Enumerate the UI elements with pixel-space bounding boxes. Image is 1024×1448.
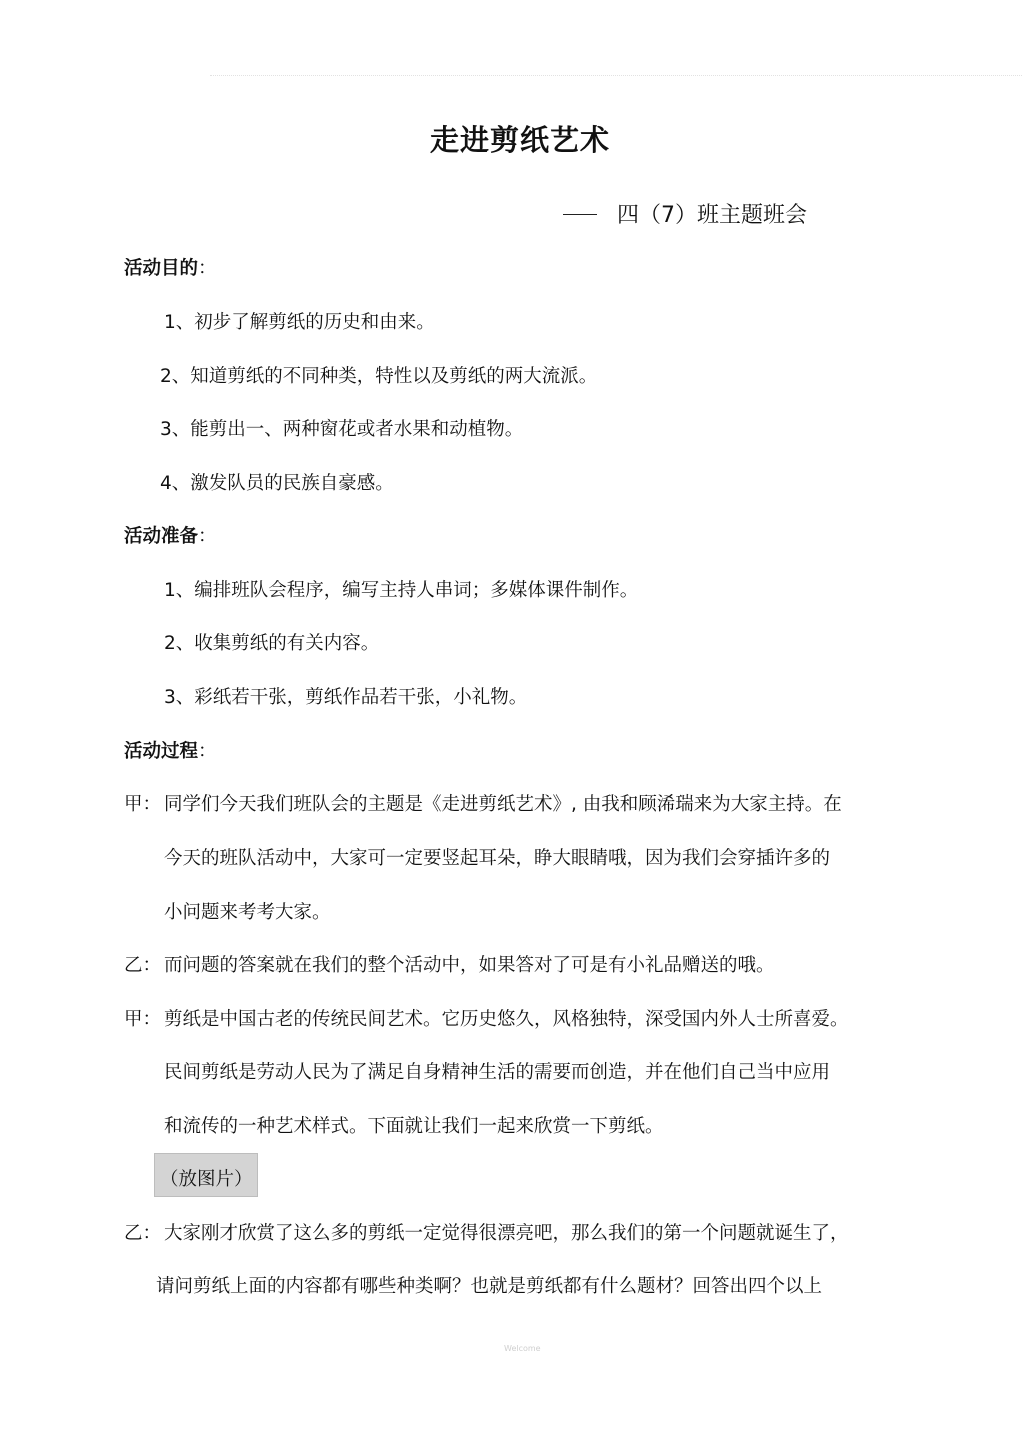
goal-item: 3、能剪出一、两种窗花或者水果和动植物。 bbox=[160, 419, 524, 440]
stage-note: （放图片） bbox=[160, 1169, 253, 1190]
page-title: 走进剪纸艺术 bbox=[429, 123, 610, 157]
speaker-label: 甲： bbox=[124, 1009, 162, 1030]
dialogue-line: 乙： 大家刚才欣赏了这么多的剪纸一定觉得很漂亮吧，那么我们的第一个问题就诞生了， bbox=[124, 1223, 849, 1244]
speaker-label: 乙： bbox=[124, 955, 162, 976]
dialogue-line: 今天的班队活动中，大家可一定要竖起耳朵，睁大眼睛哦，因为我们会穿插许多的 bbox=[164, 848, 831, 869]
speaker-label: 乙： bbox=[124, 1223, 162, 1244]
dialogue-line: 甲： 剪纸是中国古老的传统民间艺术。它历史悠久，风格独特，深受国内外人士所喜爱。 bbox=[124, 1009, 849, 1030]
prep-heading: 活动准备： bbox=[124, 526, 217, 547]
goal-item: 4、激发队员的民族自豪感。 bbox=[160, 473, 394, 494]
goal-item: 2、知道剪纸的不同种类，特性以及剪纸的两大流派。 bbox=[160, 366, 598, 387]
footer-watermark: Welcome bbox=[504, 1344, 541, 1353]
prep-item: 3、彩纸若干张，剪纸作品若干张，小礼物。 bbox=[164, 687, 528, 708]
process-heading: 活动过程： bbox=[124, 741, 217, 762]
dialogue-line: 和流传的一种艺术样式。下面就让我们一起来欣赏一下剪纸。 bbox=[164, 1116, 664, 1137]
page-subtitle bbox=[563, 198, 807, 229]
dialogue-line: 请问剪纸上面的内容都有哪些种类啊？也就是剪纸都有什么题材？回答出四个以上 bbox=[156, 1276, 823, 1297]
dialogue-line: 甲： 同学们今天我们班队会的主题是《走进剪纸艺术》, 由我和顾浠瑞来为大家主持。在 bbox=[124, 794, 842, 815]
dialogue-line: 民间剪纸是劳动人民为了满足自身精神生活的需要而创造，并在他们自己当中应用 bbox=[164, 1062, 831, 1083]
speaker-label: 甲： bbox=[124, 794, 162, 815]
prep-item: 2、收集剪纸的有关内容。 bbox=[164, 633, 380, 654]
top-dotted-rule bbox=[210, 75, 1022, 76]
subtitle-text: 四（7）班主题班会 bbox=[617, 203, 807, 228]
subtitle-dash bbox=[563, 214, 597, 215]
prep-item: 1、编排班队会程序，编写主持人串词；多媒体课件制作。 bbox=[164, 580, 639, 601]
goal-heading: 活动目的： bbox=[124, 258, 217, 279]
dialogue-line: 小问题来考考大家。 bbox=[164, 902, 331, 923]
dialogue-line: 乙： 而问题的答案就在我们的整个活动中，如果答对了可是有小礼品赠送的哦。 bbox=[124, 955, 775, 976]
goal-item: 1、初步了解剪纸的历史和由来。 bbox=[164, 312, 435, 333]
